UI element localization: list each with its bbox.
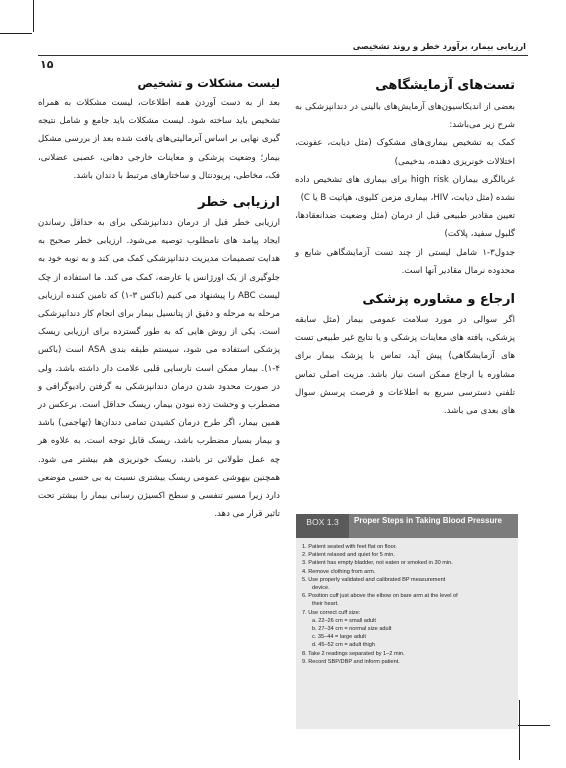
page-number: ۱۵ [40, 58, 54, 71]
box-step: 3. Patient has empty bladder, not eaten or smoked in 30 min. [302, 560, 453, 567]
lab-tests-item: جدول۳-۱ شامل لیستی از چند تست آزمایشگاهی شایع و محدوده نرمال مقادیر آنها است. [295, 247, 515, 276]
box-step: their heart. [312, 601, 339, 608]
box-label: BOX 1.3 [296, 514, 349, 538]
referral-heading: ارجاع و مشاوره پزشکی [362, 292, 515, 308]
risk-assessment-paragraph: ارزیابی خطر قبل از درمان دندانپزشکی برای به حداقل رساندن ایجاد پیامد های نامطلوب توصیه می‌شود. ارزیابی خطر صحیح به هدایت تصمیمات مدیریت دندانپزشکی کمک می کند و به نوبه خود به جلوگیری از یک اورژانس یا عارضه، کمک می کند. ما استفاده از چک لیست ABC را پیشنهاد می کنیم (باکس ۳-۱) که تامین کننده ارزیابی مرحله به مرحله و دقیق از پتانسیل بیمار برای انجام کار دندانپزشکی است. یکی از روش هایی که به طور گسترده برای ارزیابی ریسک پزشکی استفاده می شود، سیستم طبقه بندی ASA است (باکس ۴-۱). بیمار ممکن است نارسایی قلبی علامت دار داشته باشد، ولی در صورت محدود شدن درمان دندانپزشکی به گرفتن رادیوگرافی و مضطرب و وحشت زده نبودن بیمار، ریسک حداقل است. برعکس در همین بیمار، اگر طرح درمان کشیدن تمامی دندان‌ها (تهاجمی) باشد و بیمار بسیار مضطرب باشد، ریسک قابل توجه است. به علاوه هر چه عمل طولانی تر باشد، ریسک خونریزی هم بیشتر می شود. همچنین بیهوشی عمومی ریسک بیشتری نسبت به بی حسی موضعی دارد زیرا مسیر تنفسی و سطح اکسیژن رسانی بیمار را بیشتر تحت تاثیر قرار می دهد. [38, 218, 280, 520]
crop-mark-top-left-v [33, 0, 34, 32]
right-column [295, 76, 515, 420]
box-step: 7. Use correct cuff size: [302, 609, 361, 616]
lab-tests-item: کمک به تشخیص بیماری‌های مشکوک (مثل دیابت، عفونت، اختلالات خونریزی دهنده، بدخیمی) [295, 138, 515, 167]
box-step: 4. Remove clothing from arm. [302, 568, 376, 575]
box-step: 5. Use properly validated and calibrated BP measurement [302, 576, 446, 583]
box-steps-list [302, 543, 512, 666]
box-step: 9. Record SBP/DBP and inform patient. [302, 658, 400, 665]
box-step: c. 35–44 = large adult [312, 634, 366, 641]
problem-list-heading: لیست مشکلات و تشخیص [137, 76, 280, 90]
box-step: 8. Take 2 readings separated by 1–2 min. [302, 650, 405, 657]
box-step: a. 22–26 cm = small adult [312, 617, 376, 624]
box-step: 1. Patient seated with feet flat on floor. [302, 544, 397, 550]
header-rule [38, 55, 528, 56]
risk-assessment-heading: ارزیابی خطر [198, 195, 280, 211]
box-step: device. [312, 585, 330, 592]
lab-tests-heading: تست‌های آزمایشگاهی [375, 78, 515, 93]
problem-list-paragraph: بعد از به دست آوردن همه اطلاعات، لیست مشکلات به همراه تشخیص باید ساخته شود. لیست مشکلات باید جامع و شامل نتیجه گیری نهایی بر اساس آنرمالیتی‌های یافت شده بعد از بررسی مشکل بیمار؛ وضعیت پزشکی و معاینات خارجی دهانی، عصبی عضلانی، فک، مخاطی، پریودنتال و ساختارهای مرتبط با دندان باشد. [38, 98, 280, 181]
referral-paragraph: اگر سوالی در مورد سلامت عمومی بیمار (مثل سابقه پزشکی، یافته های معاینات پزشکی و یا نتایج غیر طبیعی تست های آزمایشگاهی) پیش آید، تماس با پزشک بیمار برای مشاوره یا ارجاع ممکن است نیاز باشد. مزیت اصلی تماس تلفنی دسترسی سریع به اطلاعات و فرصت پرسش سوال های بعدی می باشد. [295, 315, 515, 417]
box-step: b. 27–34 cm = normal size adult [312, 626, 392, 633]
lab-tests-item: غربالگری بیماران high risk برای بیماری های تشخیص داده نشده (مثل دیابت، HIV، بیماری مزمن کلیوی، هپاتیت B یا C) [295, 174, 515, 204]
box-step: 6. Position cuff just above the elbow on bare arm at the level of [302, 593, 458, 600]
bp-box [296, 514, 518, 729]
crop-mark-bottom-right-v [519, 700, 520, 760]
lab-tests-intro: بعضی از اندیکاسیون‌های آزمایش‌های بالینی در دندانپزشکی به شرح زیر می‌باشد: [295, 102, 515, 131]
box-step: d. 45–52 cm = adult thigh [312, 642, 375, 649]
box-header [296, 514, 518, 538]
box-title: Proper Steps in Taking Blood Pressure [354, 516, 502, 525]
box-body [296, 538, 518, 729]
lab-tests-item: تعیین مقادیر طبیعی قبل از درمان (مثل وضعیت ضدانعقادها، گلبول سفید، پلاکت) [295, 211, 515, 240]
running-header: ارزیابی بیمار، برآورد خطر و روند تشخیصی [352, 41, 526, 51]
left-column [38, 76, 280, 523]
box-step: 2. Patient relaxed and quiet for 5 min. [302, 552, 395, 559]
crop-mark-top-left-h [0, 33, 32, 34]
